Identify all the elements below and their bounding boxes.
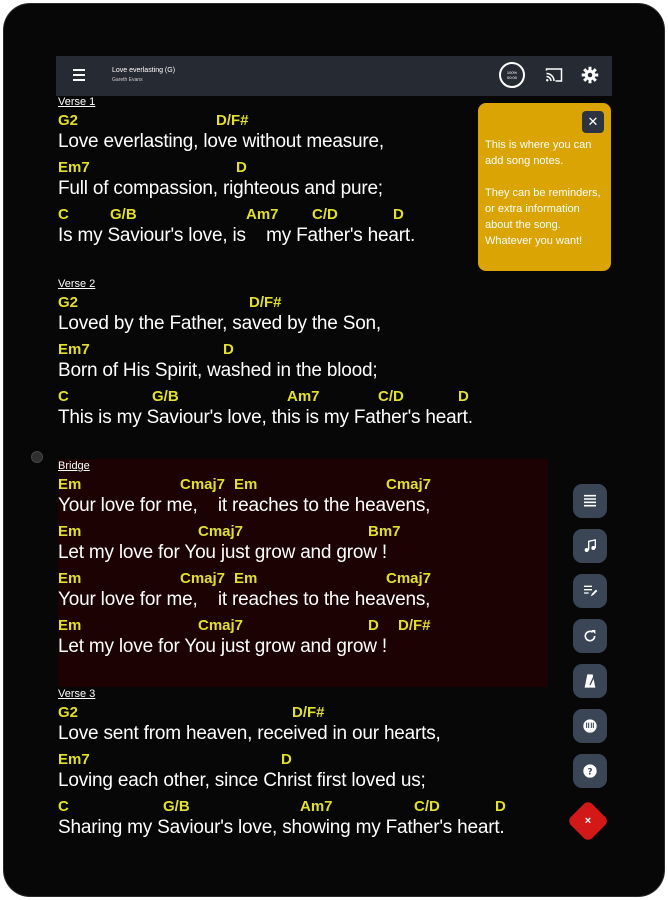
chord: Cmaj7 [180, 570, 226, 587]
section-label: Bridge [58, 460, 90, 472]
app-bar [56, 56, 612, 96]
list-icon [582, 493, 598, 509]
svg-text:?: ? [587, 767, 593, 778]
gear-icon[interactable] [581, 66, 599, 84]
chord: G2 [58, 704, 79, 721]
chord: C [58, 206, 69, 223]
chord: G/B [152, 388, 179, 405]
chord: D [393, 206, 404, 223]
close-icon[interactable]: ✕ [582, 111, 604, 133]
lyric-line: Your love for me, it reaches to the heavens, [58, 589, 431, 610]
note-text: This is where you can add song notes. [485, 139, 592, 167]
song-title: Love everlasting (G) [112, 67, 176, 74]
menu-icon[interactable] [73, 69, 85, 83]
song-notes-popup [478, 103, 611, 271]
lyric-line: Let my love for You just grow and grow ! [58, 542, 387, 563]
section-label: Verse 1 [58, 96, 96, 108]
chord: D [495, 798, 506, 815]
help-button[interactable] [573, 754, 607, 788]
timer-speed: 100% [506, 70, 518, 75]
lyric-line: Your love for me, it reaches to the heavens, [58, 495, 431, 516]
chord: Am7 [300, 798, 333, 815]
metronome-button[interactable] [573, 664, 607, 698]
chord: Am7 [287, 388, 320, 405]
help-icon [582, 763, 598, 779]
piano-icon [582, 718, 598, 734]
section-label: Verse 3 [58, 688, 96, 700]
chord: Em [58, 617, 82, 634]
chord: Em [58, 570, 82, 587]
chord: Cmaj7 [386, 476, 432, 493]
chord: Em7 [58, 159, 90, 176]
chord: D [281, 751, 292, 768]
piano-button[interactable] [573, 709, 607, 743]
chord: Em [58, 523, 82, 540]
chord: Em7 [58, 751, 90, 768]
chord: G/B [110, 206, 137, 223]
edit-list-icon [582, 583, 598, 599]
refresh-icon [582, 628, 598, 644]
chord: G2 [58, 112, 79, 129]
camera [31, 451, 43, 463]
edit-list-button[interactable] [573, 574, 607, 608]
lyric-line: Sharing my Saviour's love, showing my Father's heart. [58, 817, 505, 838]
timer-time: 00:00 [506, 75, 517, 80]
music-note-button[interactable] [573, 529, 607, 563]
list-button[interactable] [573, 484, 607, 518]
chord: Cmaj7 [180, 476, 226, 493]
chord: C [58, 798, 69, 815]
chord: Cmaj7 [198, 523, 244, 540]
chord: D/F# [216, 112, 249, 129]
lyric-line: Love sent from heaven, received in our hearts, [58, 723, 441, 744]
chord: C/D [378, 388, 404, 405]
note-text: They can be reminders, or extra information about the song. Whatever you want! [485, 187, 601, 247]
chord: D/F# [292, 704, 325, 721]
song-author: Gareth Evans [112, 77, 143, 83]
chord: D/F# [398, 617, 431, 634]
lyric-line: Is my Saviour's love, is my Father's heart. [58, 225, 416, 246]
lyric-line: This is my Saviour's love, this is my Father's heart. [58, 407, 473, 428]
chord: Cmaj7 [386, 570, 432, 587]
lyric-line: Loving each other, since Christ first loved us; [58, 770, 426, 791]
chord: C/D [312, 206, 338, 223]
chord: Em [58, 476, 82, 493]
chord: Am7 [246, 206, 279, 223]
lyric-line: Full of compassion, righteous and pure; [58, 178, 383, 199]
chord: D [368, 617, 379, 634]
chord: C [58, 388, 69, 405]
autoscroll-timer-button[interactable] [499, 62, 525, 88]
lyric-line: Born of His Spirit, washed in the blood; [58, 360, 378, 381]
chord: Bm7 [368, 523, 401, 540]
chord: D [236, 159, 247, 176]
chord: Cmaj7 [198, 617, 244, 634]
chord: D/F# [249, 294, 282, 311]
chord: Em [234, 476, 258, 493]
chord: G2 [58, 294, 79, 311]
refresh-button[interactable] [573, 619, 607, 653]
chord: C/D [414, 798, 440, 815]
lyric-line: Love everlasting, love without measure, [58, 131, 384, 152]
chord: G/B [163, 798, 190, 815]
close-icon[interactable]: × [584, 815, 592, 827]
chord: Em [234, 570, 258, 587]
chord: Em7 [58, 341, 90, 358]
chord: D [223, 341, 234, 358]
chord: D [458, 388, 469, 405]
metronome-icon [582, 673, 598, 689]
music-note-icon [582, 538, 598, 554]
cast-icon[interactable] [545, 67, 563, 83]
lyric-line: Loved by the Father, saved by the Son, [58, 313, 382, 334]
lyric-line: Let my love for You just grow and grow ! [58, 636, 387, 657]
section-label: Verse 2 [58, 278, 96, 290]
